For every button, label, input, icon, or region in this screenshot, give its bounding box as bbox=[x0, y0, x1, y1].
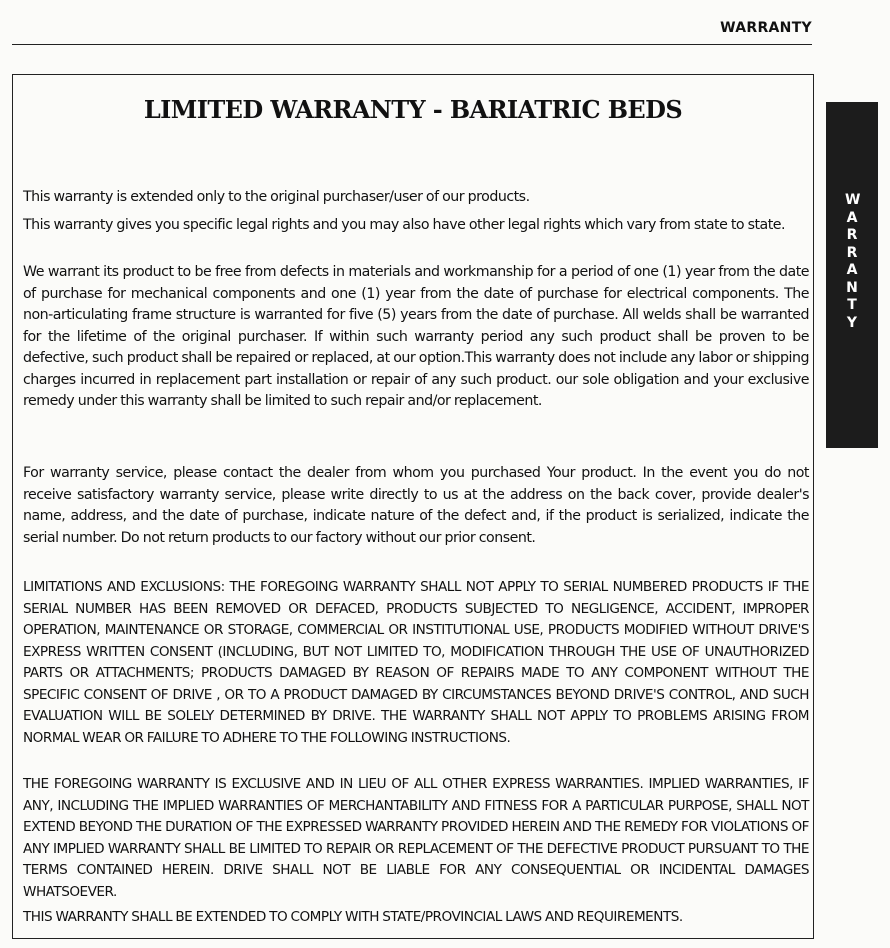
paragraph-extent: This warranty is extended only to the original purchaser/user of our products. bbox=[23, 189, 530, 205]
paragraph-limitations: LIMITATIONS AND EXCLUSIONS: THE FOREGOING WARRANTY SHALL NOT APPLY TO SERIAL NUMBERED PRODUCTS IF THE SERIAL NUMBER HAS BEEN REMOVED OR DEFACED, PRODUCTS SUBJECTED TO NEGLIGENCE, ACCIDENT, IMPROPER OPERATION, MAINTENANCE OR STORAGE, COMMERCIAL OR INSTITUTIONAL USE, PRODUCTS MODIFIED WITHOUT DRIVE'S EXPRESS WRITTEN CONSENT (INCLUDING, BUT NOT LIMITED TO, MODIFICATION THROUGH THE USE OF UNAUTHORIZED PARTS OR ATTACHMENTS; PRODUCTS DAMAGED BY REASON OF REPAIRS MADE TO ANY COMPONENT WITHOUT THE SPECIFIC CONSENT OF DRIVE , OR TO A PRODUCT DAMAGED BY CIRCUMSTANCES BEYOND DRIVE'S CONTROL, AND SUCH EVALUATION WILL BE SOLELY DETERMINED BY DRIVE. THE WARRANTY SHALL NOT APPLY TO PROBLEMS ARISING FROM NORMAL WEAR OR FAILURE TO ADHERE TO THE FOLLOWING INSTRUCTIONS. bbox=[23, 579, 809, 746]
warranty-box bbox=[12, 74, 814, 939]
header-rule bbox=[12, 44, 812, 45]
section-side-tab bbox=[826, 102, 878, 448]
paragraph-service: For warranty service, please contact the dealer from whom you purchased Your product. In the event you do not receive satisfactory warranty service, please write directly to us at the address on the back cover, provide dealer's name, address, and the date of purchase, indicate nature of the defect and, if the product is serialized, indicate the serial number. Do not return products to our factory without our prior consent. bbox=[23, 465, 809, 546]
side-tab-label: WARRANTY bbox=[845, 192, 861, 331]
paragraph-exclusive: THE FOREGOING WARRANTY IS EXCLUSIVE AND IN LIEU OF ALL OTHER EXPRESS WARRANTIES. IMPLIED WARRANTIES, IF ANY, INCLUDING THE IMPLIED WARRANTIES OF MERCHANTABILITY AND FITNESS FOR A PARTICULAR PURPOSE, SHALL NOT EXTEND BEYOND THE DURATION OF THE EXPRESSED WARRANTY PROVIDED HEREIN AND THE REMEDY FOR VIOLATIONS OF ANY IMPLIED WARRANTY SHALL BE LIMITED TO REPAIR OR REPLACEMENT OF THE DEFECTIVE PRODUCT PURSUANT TO THE TERMS CONTAINED HEREIN. DRIVE SHALL NOT BE LIABLE FOR ANY CONSEQUENTIAL OR INCIDENTAL DAMAGES WHATSOEVER. bbox=[23, 776, 809, 900]
document-title: LIMITED WARRANTY - BARIATRIC BEDS bbox=[143, 95, 683, 124]
paragraph-legal-rights: This warranty gives you specific legal rights and you may also have other legal rights which vary from state to state. bbox=[23, 217, 786, 233]
paragraph-compliance: THIS WARRANTY SHALL BE EXTENDED TO COMPLY WITH STATE/PROVINCIAL LAWS AND REQUIREMENTS. bbox=[23, 909, 683, 925]
paragraph-coverage: We warrant its product to be free from defects in materials and workmanship for a period of one (1) year from the date of purchase for mechanical components and one (1) year from the date of purchase for electrical components. The non-articulating frame structure is warranted for five (5) years from the date of purchase. All welds shall be warranted for the lifetime of the original purchaser. If within such warranty period any such product shall be proven to be defective, such product shall be repaired or replaced, at our option.This warranty does not include any labor or shipping charges incurred in replacement part installation or repair of any such product. our sole obligation and your exclusive remedy under this warranty shall be limited to such repair and/or replacement. bbox=[23, 264, 809, 409]
section-label: WARRANTY bbox=[720, 20, 812, 36]
